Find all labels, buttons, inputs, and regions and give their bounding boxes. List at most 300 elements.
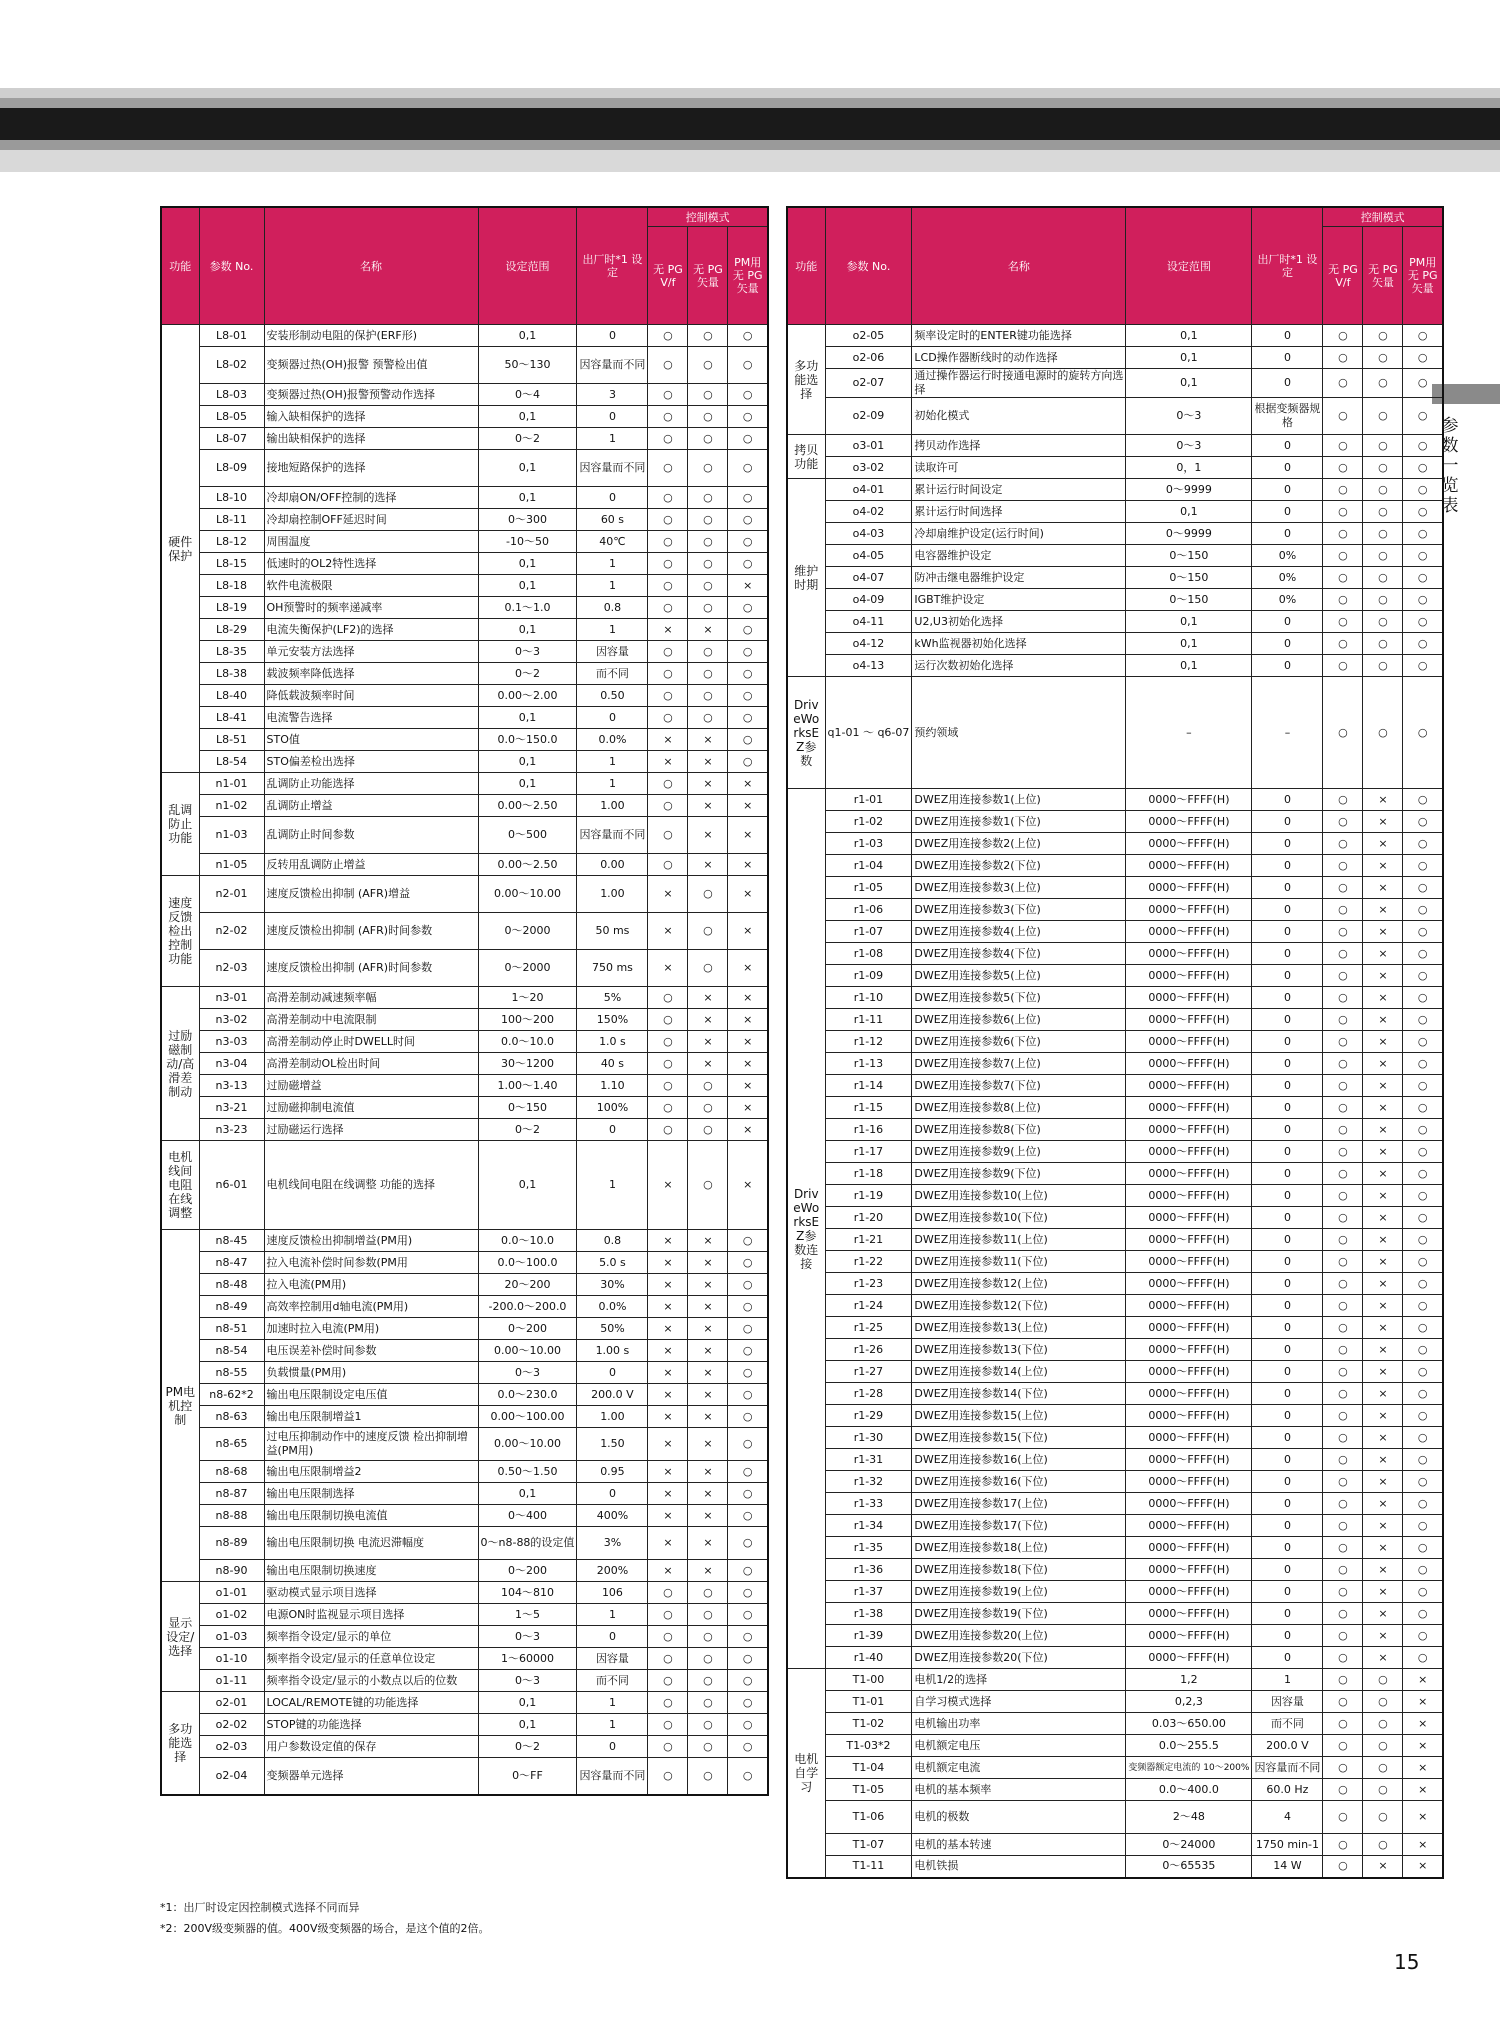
- param-number: T1-02: [825, 1713, 912, 1735]
- setting-range: 0000～FFFF(H): [1126, 965, 1252, 987]
- setting-range: 50～130: [478, 347, 577, 384]
- table-row: [161, 1053, 768, 1075]
- factory-default: 0: [1252, 523, 1323, 545]
- factory-default: 0: [1252, 1515, 1323, 1537]
- mode-vector: ○: [688, 1141, 728, 1230]
- mode-pm: ○: [1403, 1273, 1443, 1295]
- factory-default: 0: [577, 325, 648, 347]
- mode-pm: ×: [728, 913, 768, 950]
- mode-vf: ○: [1323, 987, 1363, 1009]
- table-row: [787, 1713, 1443, 1735]
- mode-vector: ○: [688, 1604, 728, 1626]
- mode-vector: ○: [688, 876, 728, 913]
- mode-pm: ○: [1403, 369, 1443, 398]
- mode-pm: ○: [728, 751, 768, 773]
- setting-range: 0000～FFFF(H): [1126, 833, 1252, 855]
- mode-vf: ×: [648, 1384, 688, 1406]
- mode-vector: ○: [688, 406, 728, 428]
- param-number: o4-11: [825, 611, 912, 633]
- table-row: [787, 987, 1443, 1009]
- param-number: L8-40: [199, 685, 264, 707]
- setting-range: 0000～FFFF(H): [1126, 1361, 1252, 1383]
- mode-vector: ×: [688, 1560, 728, 1582]
- param-name: DWEZ用连接参数8(上位): [912, 1097, 1126, 1119]
- factory-default: 0: [1252, 1449, 1323, 1471]
- mode-vf: ×: [648, 751, 688, 773]
- setting-range: 104～810: [478, 1582, 577, 1604]
- mode-vector: ○: [688, 707, 728, 729]
- param-number: n3-02: [199, 1009, 264, 1031]
- mode-vf: ○: [1323, 1779, 1363, 1801]
- param-number: n2-02: [199, 913, 264, 950]
- mode-vf: ○: [1323, 501, 1363, 523]
- param-name: 拉入电流补偿时间参数(PM用: [264, 1252, 478, 1274]
- mode-vector: ○: [1363, 1713, 1403, 1735]
- factory-default: 0: [1252, 1427, 1323, 1449]
- param-number: r1-32: [825, 1471, 912, 1493]
- mode-pm: ○: [1403, 1383, 1443, 1405]
- param-number: o4-07: [825, 567, 912, 589]
- mode-vector: ×: [688, 1274, 728, 1296]
- factory-default: 0: [1252, 987, 1323, 1009]
- factory-default: 1: [577, 575, 648, 597]
- mode-pm: ○: [1403, 347, 1443, 369]
- mode-pm: ○: [728, 406, 768, 428]
- function-group: 维护时期: [787, 479, 825, 677]
- factory-default: 40℃: [577, 531, 648, 553]
- param-name: 负载惯量(PM用): [264, 1362, 478, 1384]
- param-name: 接地短路保护的选择: [264, 450, 478, 487]
- table-row: [787, 457, 1443, 479]
- mode-vector: ○: [1363, 501, 1403, 523]
- param-name: 安装形制动电阻的保护(ERF形): [264, 325, 478, 347]
- param-name: DWEZ用连接参数18(上位): [912, 1537, 1126, 1559]
- function-group: 显示设定/选择: [161, 1582, 199, 1692]
- mode-vector: ×: [1363, 1537, 1403, 1559]
- table-row: [161, 1230, 768, 1252]
- mode-pm: ×: [728, 987, 768, 1009]
- setting-range: 0000～FFFF(H): [1126, 1493, 1252, 1515]
- mode-vector: ○: [688, 663, 728, 685]
- factory-default: 0.95: [577, 1461, 648, 1483]
- mode-pm: ○: [728, 619, 768, 641]
- function-group: 速度反馈检出控制功能: [161, 876, 199, 987]
- mode-pm: ○: [728, 1296, 768, 1318]
- param-name: STO值: [264, 729, 478, 751]
- mode-vector: ×: [1363, 1383, 1403, 1405]
- mode-pm: ×: [728, 1031, 768, 1053]
- param-number: r1-24: [825, 1295, 912, 1317]
- table-row: [161, 1527, 768, 1560]
- param-number: r1-22: [825, 1251, 912, 1273]
- param-number: o1-03: [199, 1626, 264, 1648]
- header-range: 设定范围: [478, 207, 577, 325]
- factory-default: 1: [577, 428, 648, 450]
- table-row: [161, 1428, 768, 1461]
- mode-vector: ×: [688, 1406, 728, 1428]
- mode-vector: ×: [1363, 1449, 1403, 1471]
- param-name: LOCAL/REMOTE键的功能选择: [264, 1692, 478, 1714]
- mode-pm: ○: [1403, 965, 1443, 987]
- table-row: [787, 567, 1443, 589]
- mode-vector: ×: [1363, 1119, 1403, 1141]
- param-name: DWEZ用连接参数8(下位): [912, 1119, 1126, 1141]
- setting-range: -200.0～200.0: [478, 1296, 577, 1318]
- table-row: [161, 1274, 768, 1296]
- table-row: [787, 921, 1443, 943]
- mode-vf: ○: [1323, 1009, 1363, 1031]
- factory-default: 750 ms: [577, 950, 648, 987]
- setting-range: 0～2000: [478, 950, 577, 987]
- factory-default: 0: [1252, 1493, 1323, 1515]
- mode-vector: ×: [688, 773, 728, 795]
- table-row: [161, 1097, 768, 1119]
- table-row: [787, 677, 1443, 789]
- factory-default: 0: [1252, 899, 1323, 921]
- mode-vf: ○: [648, 1031, 688, 1053]
- param-number: L8-15: [199, 553, 264, 575]
- mode-vf: ○: [1323, 1075, 1363, 1097]
- mode-vf: ○: [1323, 347, 1363, 369]
- factory-default: 50 ms: [577, 913, 648, 950]
- mode-vector: ×: [1363, 1603, 1403, 1625]
- setting-range: 0,1: [1126, 347, 1252, 369]
- mode-pm: ○: [1403, 1559, 1443, 1581]
- factory-default: 4: [1252, 1801, 1323, 1834]
- table-row: [161, 795, 768, 817]
- param-name: 周围温度: [264, 531, 478, 553]
- mode-vector: ×: [688, 987, 728, 1009]
- setting-range: 0,1: [1126, 611, 1252, 633]
- setting-range: 0～150: [1126, 545, 1252, 567]
- param-name: DWEZ用连接参数1(下位): [912, 811, 1126, 833]
- table-row: [787, 1647, 1443, 1669]
- table-row: [161, 406, 768, 428]
- mode-vector: ×: [688, 1230, 728, 1252]
- param-number: r1-19: [825, 1185, 912, 1207]
- param-name: 单元安装方法选择: [264, 641, 478, 663]
- param-name: 预约领域: [912, 677, 1126, 789]
- function-group: 电机自学习: [787, 1669, 825, 1878]
- param-number: r1-17: [825, 1141, 912, 1163]
- factory-default: 150%: [577, 1009, 648, 1031]
- mode-vf: ○: [648, 663, 688, 685]
- param-number: L8-02: [199, 347, 264, 384]
- table-row: [161, 1648, 768, 1670]
- param-name: 输出电压限制增益2: [264, 1461, 478, 1483]
- setting-range: 0,1: [478, 751, 577, 773]
- table-row: [161, 1758, 768, 1795]
- param-number: r1-08: [825, 943, 912, 965]
- param-number: n8-55: [199, 1362, 264, 1384]
- table-row: [787, 1119, 1443, 1141]
- mode-vf: ×: [648, 1296, 688, 1318]
- setting-range: 0000～FFFF(H): [1126, 1603, 1252, 1625]
- table-row: [161, 1604, 768, 1626]
- mode-vf: ○: [648, 406, 688, 428]
- factory-default: 0%: [1252, 589, 1323, 611]
- param-name: 输出电压限制设定电压值: [264, 1384, 478, 1406]
- factory-default: 1.10: [577, 1075, 648, 1097]
- param-number: r1-28: [825, 1383, 912, 1405]
- header-func: 功能: [787, 207, 825, 325]
- param-name: 高效率控制用d轴电流(PM用): [264, 1296, 478, 1318]
- table-row: [787, 1317, 1443, 1339]
- mode-vector: ○: [688, 509, 728, 531]
- param-number: L8-54: [199, 751, 264, 773]
- param-name: 载波频率降低选择: [264, 663, 478, 685]
- factory-default: 0: [1252, 1581, 1323, 1603]
- mode-vf: ○: [648, 1714, 688, 1736]
- mode-vf: ○: [1323, 965, 1363, 987]
- param-number: r1-26: [825, 1339, 912, 1361]
- mode-vector: ○: [688, 1119, 728, 1141]
- param-number: r1-35: [825, 1537, 912, 1559]
- param-number: r1-07: [825, 921, 912, 943]
- table-row: [787, 1361, 1443, 1383]
- param-number: r1-25: [825, 1317, 912, 1339]
- factory-default: 14 W: [1252, 1856, 1323, 1878]
- mode-vf: ○: [1323, 1361, 1363, 1383]
- mode-pm: ○: [1403, 1229, 1443, 1251]
- mode-pm: ○: [1403, 1317, 1443, 1339]
- table-row: [161, 1075, 768, 1097]
- param-name: DWEZ用连接参数15(上位): [912, 1405, 1126, 1427]
- mode-vf: ×: [648, 913, 688, 950]
- factory-default: 因容量而不同: [577, 450, 648, 487]
- param-name: 电机铁损: [912, 1856, 1126, 1878]
- mode-vector: ×: [688, 1483, 728, 1505]
- mode-pm: ×: [1403, 1713, 1443, 1735]
- table-row: [787, 398, 1443, 435]
- factory-default: 0: [1252, 1185, 1323, 1207]
- param-name: DWEZ用连接参数20(上位): [912, 1625, 1126, 1647]
- left-table-wrap: [160, 206, 769, 1796]
- setting-range: 0000～FFFF(H): [1126, 1449, 1252, 1471]
- mode-pm: ○: [1403, 1053, 1443, 1075]
- param-number: r1-30: [825, 1427, 912, 1449]
- table-row: [787, 965, 1443, 987]
- table-row: [161, 854, 768, 876]
- mode-pm: ○: [728, 1736, 768, 1758]
- mode-pm: ×: [728, 1009, 768, 1031]
- header-name: 名称: [912, 207, 1126, 325]
- mode-vf: ○: [1323, 1537, 1363, 1559]
- header-name: 名称: [264, 207, 478, 325]
- mode-vf: ○: [648, 428, 688, 450]
- factory-default: 200.0 V: [577, 1384, 648, 1406]
- table-row: [787, 523, 1443, 545]
- setting-range: 0,1: [1126, 501, 1252, 523]
- setting-range: 0.00～10.00: [478, 1340, 577, 1362]
- mode-vector: ○: [1363, 325, 1403, 347]
- table-row: [787, 589, 1443, 611]
- factory-default: 0: [1252, 1251, 1323, 1273]
- mode-vf: ○: [1323, 855, 1363, 877]
- param-number: o4-05: [825, 545, 912, 567]
- factory-default: 0: [1252, 501, 1323, 523]
- table-row: [161, 1582, 768, 1604]
- mode-vector: ○: [1363, 347, 1403, 369]
- mode-vector: ○: [688, 1648, 728, 1670]
- mode-pm: ○: [728, 1340, 768, 1362]
- param-name: U2,U3初始化选择: [912, 611, 1126, 633]
- mode-pm: ○: [1403, 855, 1443, 877]
- factory-default: 0: [1252, 1229, 1323, 1251]
- header-band-mid-bottom: [0, 140, 1500, 150]
- param-name: DWEZ用连接参数15(下位): [912, 1427, 1126, 1449]
- factory-default: 1.0 s: [577, 1031, 648, 1053]
- mode-vector: ×: [1363, 1075, 1403, 1097]
- mode-vf: ○: [1323, 1735, 1363, 1757]
- mode-vf: ○: [648, 1626, 688, 1648]
- mode-vector: ○: [688, 913, 728, 950]
- setting-range: 0～200: [478, 1560, 577, 1582]
- factory-default: 3: [577, 384, 648, 406]
- mode-vector: ×: [688, 1318, 728, 1340]
- setting-range: 0,1: [478, 707, 577, 729]
- param-number: o2-06: [825, 347, 912, 369]
- table-row: [787, 1856, 1443, 1878]
- left-param-table: [160, 206, 769, 1796]
- table-row: [787, 1031, 1443, 1053]
- table-row: [787, 1185, 1443, 1207]
- param-number: r1-02: [825, 811, 912, 833]
- table-row: [787, 1537, 1443, 1559]
- table-row: [787, 811, 1443, 833]
- table-row: [787, 1251, 1443, 1273]
- param-number: L8-10: [199, 487, 264, 509]
- mode-pm: ○: [728, 1582, 768, 1604]
- mode-vf: ○: [1323, 1691, 1363, 1713]
- param-name: 电流失衡保护(LF2)的选择: [264, 619, 478, 641]
- factory-default: 1: [577, 1141, 648, 1230]
- table-row: [161, 987, 768, 1009]
- factory-default: 0: [1252, 1647, 1323, 1669]
- param-number: L8-03: [199, 384, 264, 406]
- mode-pm: ○: [728, 1560, 768, 1582]
- param-name: 低速时的OL2特性选择: [264, 553, 478, 575]
- mode-vector: ○: [1363, 677, 1403, 789]
- mode-vector: ○: [1363, 1735, 1403, 1757]
- setting-range: 0000～FFFF(H): [1126, 1273, 1252, 1295]
- param-number: r1-04: [825, 855, 912, 877]
- param-name: 速度反馈检出抑制 (AFR)增益: [264, 876, 478, 913]
- setting-range: 0,1: [478, 1141, 577, 1230]
- mode-pm: ○: [1403, 1449, 1443, 1471]
- table-row: [787, 1009, 1443, 1031]
- mode-pm: ○: [728, 597, 768, 619]
- param-name: 速度反馈检出抑制增益(PM用): [264, 1230, 478, 1252]
- param-number: T1-04: [825, 1757, 912, 1779]
- param-name: DWEZ用连接参数5(上位): [912, 965, 1126, 987]
- param-number: n8-87: [199, 1483, 264, 1505]
- function-group: 拷贝功能: [787, 435, 825, 479]
- table-row: [787, 1053, 1443, 1075]
- mode-vector: ○: [688, 347, 728, 384]
- param-name: 加速时拉入电流(PM用): [264, 1318, 478, 1340]
- setting-range: 0～24000: [1126, 1834, 1252, 1856]
- table-row: [161, 913, 768, 950]
- factory-default: 0: [1252, 435, 1323, 457]
- table-row: [787, 633, 1443, 655]
- setting-range: -10～50: [478, 531, 577, 553]
- param-name: IGBT维护设定: [912, 589, 1126, 611]
- header-mode-1: 无 PG V/f: [648, 227, 688, 325]
- function-group: 多功能选择: [787, 325, 825, 435]
- param-number: T1-11: [825, 1856, 912, 1878]
- left-table-body: [161, 325, 768, 1795]
- header-mode-2: 无 PG 矢量: [688, 227, 728, 325]
- param-name: 电机的极数: [912, 1801, 1126, 1834]
- mode-vf: ×: [648, 1505, 688, 1527]
- mode-vf: ○: [648, 509, 688, 531]
- param-name: 输出电压限制切换速度: [264, 1560, 478, 1582]
- param-number: L8-51: [199, 729, 264, 751]
- param-number: n3-13: [199, 1075, 264, 1097]
- param-number: T1-00: [825, 1669, 912, 1691]
- header-range: 设定范围: [1126, 207, 1252, 325]
- mode-vf: ○: [648, 773, 688, 795]
- factory-default: 400%: [577, 1505, 648, 1527]
- mode-pm: ×: [728, 795, 768, 817]
- setting-range: 0,1: [478, 619, 577, 641]
- table-row: [787, 1515, 1443, 1537]
- table-row: [161, 1031, 768, 1053]
- setting-range: 0,1: [1126, 325, 1252, 347]
- param-name: 输出电压限制选择: [264, 1483, 478, 1505]
- param-name: 输出电压限制增益1: [264, 1406, 478, 1428]
- mode-vf: ○: [1323, 567, 1363, 589]
- table-row: [161, 663, 768, 685]
- param-name: DWEZ用连接参数9(上位): [912, 1141, 1126, 1163]
- table-row: [787, 1163, 1443, 1185]
- param-name: OH预警时的频率递减率: [264, 597, 478, 619]
- setting-range: 0000～FFFF(H): [1126, 1053, 1252, 1075]
- setting-range: 0.0～10.0: [478, 1230, 577, 1252]
- mode-pm: ○: [1403, 523, 1443, 545]
- setting-range: 0～FF: [478, 1758, 577, 1795]
- mode-vf: ×: [648, 1483, 688, 1505]
- mode-pm: ○: [1403, 633, 1443, 655]
- mode-vector: ×: [1363, 1097, 1403, 1119]
- param-name: 电流警告选择: [264, 707, 478, 729]
- setting-range: 1～5: [478, 1604, 577, 1626]
- mode-pm: ○: [728, 553, 768, 575]
- param-number: o4-09: [825, 589, 912, 611]
- setting-range: 0～4: [478, 384, 577, 406]
- param-number: T1-05: [825, 1779, 912, 1801]
- param-name: DWEZ用连接参数10(下位): [912, 1207, 1126, 1229]
- mode-vf: ○: [648, 1582, 688, 1604]
- mode-pm: ○: [1403, 655, 1443, 677]
- mode-pm: ○: [1403, 1163, 1443, 1185]
- table-row: [787, 325, 1443, 347]
- mode-pm: ×: [1403, 1691, 1443, 1713]
- factory-default: 0: [1252, 1471, 1323, 1493]
- mode-pm: ○: [1403, 833, 1443, 855]
- param-name: 电压误差补偿时间参数: [264, 1340, 478, 1362]
- table-row: [161, 487, 768, 509]
- mode-pm: ○: [728, 384, 768, 406]
- param-number: L8-41: [199, 707, 264, 729]
- param-name: DWEZ用连接参数12(上位): [912, 1273, 1126, 1295]
- mode-pm: ○: [1403, 1185, 1443, 1207]
- mode-vector: ○: [688, 325, 728, 347]
- table-row: [161, 1692, 768, 1714]
- setting-range: 0～3: [478, 641, 577, 663]
- mode-vector: ○: [688, 553, 728, 575]
